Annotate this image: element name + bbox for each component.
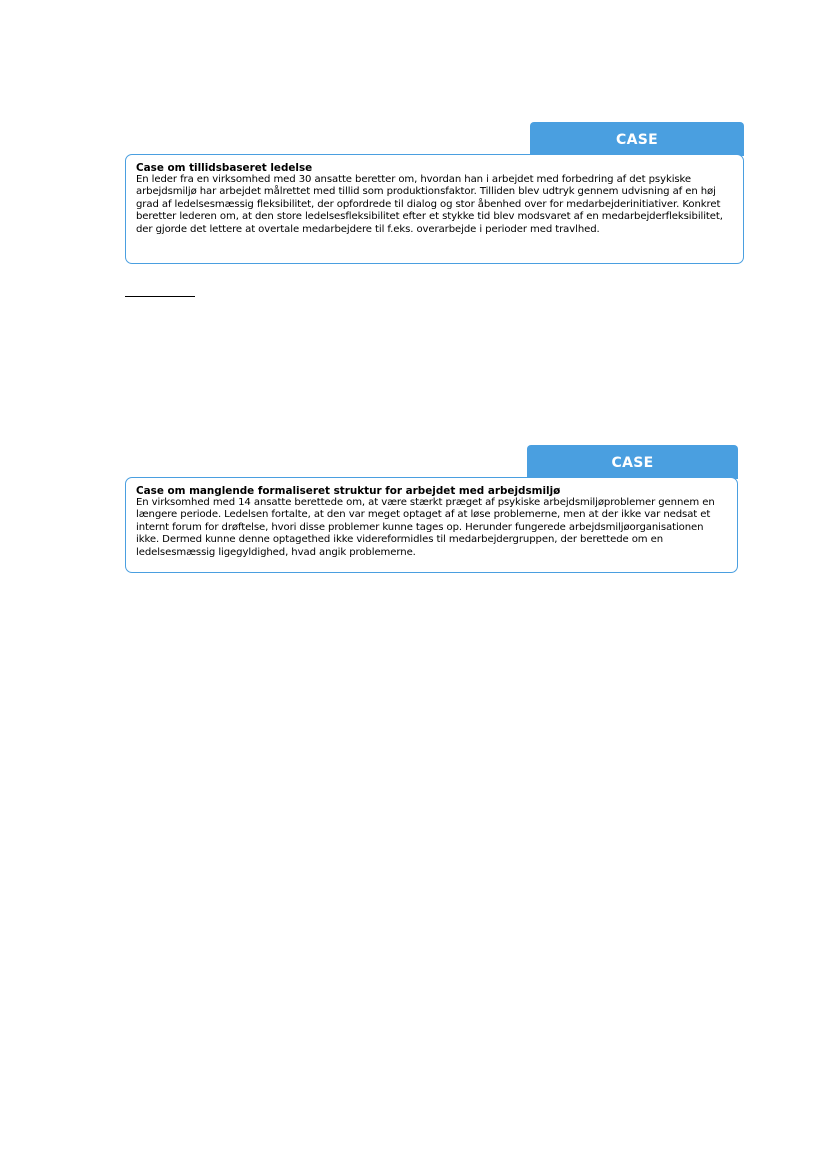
case-title: Case om tillidsbaseret ledelse bbox=[136, 162, 313, 174]
case-body: En virksomhed med 14 ansatte berettede om, at være stærkt præget af psykiske arbejdsmiljøproblemer gennem en længere periode. Ledelsen fortalte, at den var meget optaget af at løse problemerne, men at der ikke var nedsat et internt forum for drøftelse, hvori disse problemer kunne tages op. Herunder fungerede arbejdsmiljøorganisationen ikke. Dermed kunne denne optagethed ikke videreformidles til medarbejdergruppen, der berettede om en ledelsesmæssig ligegyldighed, hvad angik problemerne. bbox=[136, 497, 715, 558]
case-tab-label: CASE bbox=[616, 132, 658, 148]
case-tab-1 bbox=[530, 122, 744, 156]
case-tab-2 bbox=[527, 445, 738, 479]
divider-line bbox=[125, 296, 195, 297]
case-content-1 bbox=[125, 154, 744, 264]
case-body: En leder fra en virksomhed med 30 ansatte beretter om, hvordan han i arbejdet med forbedring af det psykiske arbejdsmiljø har arbejdet målrettet med tillid som produktionsfaktor. Tilliden blev udtryk gennem udvisning af en høj grad af ledelsesmæssig fleksibilitet, der opfordrede til dialog og stor åbenhed over for medarbejderinitiativer. Konkret beretter lederen om, at den store ledelsesfleksibilitet efter et stykke tid blev modsvaret af en medarbejderfleksibilitet, der gjorde det lettere at overtale medarbejdere til f.eks. overarbejde i perioder med travlhed. bbox=[136, 174, 723, 235]
case-content-2 bbox=[125, 477, 738, 573]
case-title: Case om manglende formaliseret struktur for arbejdet med arbejdsmiljø bbox=[136, 485, 561, 497]
case-tab-label: CASE bbox=[611, 455, 654, 471]
